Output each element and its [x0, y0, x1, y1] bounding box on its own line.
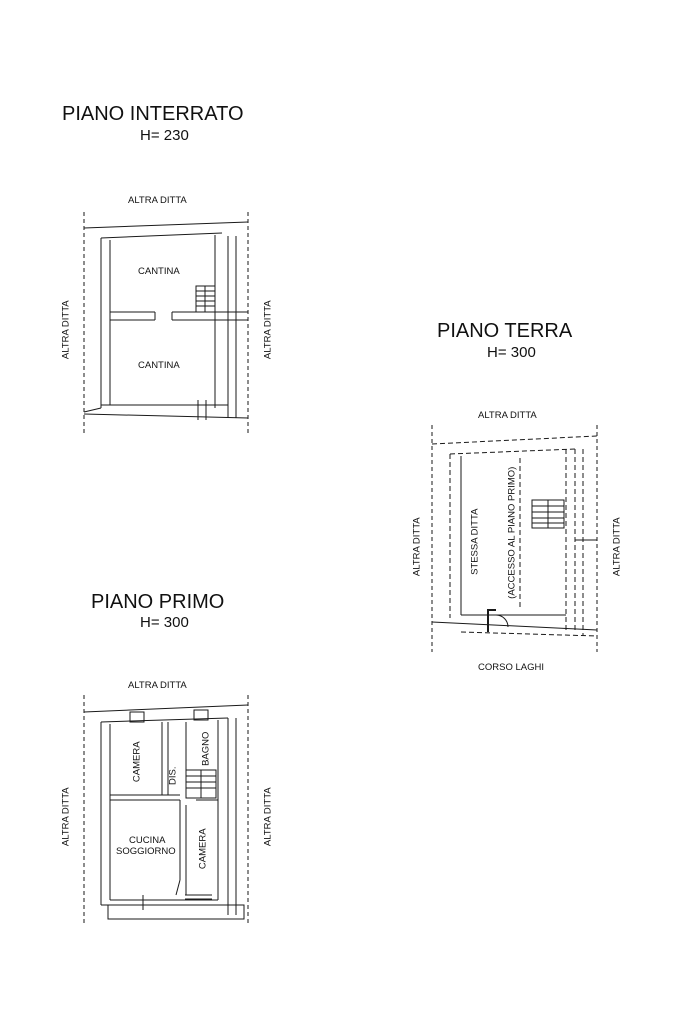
- basement-neighbor-right: ALTRA DITTA: [262, 300, 274, 360]
- basement-room-cantina-bottom: CANTINA: [138, 360, 180, 371]
- first-neighbor-right: ALTRA DITTA: [262, 787, 274, 847]
- ground-neighbor-left: ALTRA DITTA: [411, 517, 423, 577]
- ground-neighbor-top: ALTRA DITTA: [478, 410, 537, 421]
- first-neighbor-top: ALTRA DITTA: [128, 680, 187, 691]
- first-room-camera-top: CAMERA: [131, 741, 143, 783]
- basement-plan: [84, 212, 248, 435]
- first-height: H= 300: [140, 614, 189, 631]
- first-neighbor-left: ALTRA DITTA: [60, 787, 72, 847]
- first-room-dis: DIS.: [167, 766, 179, 785]
- ground-title: PIANO TERRA: [437, 320, 573, 342]
- first-room-cucina: CUCINA: [129, 835, 166, 846]
- first-room-camera-bottom: CAMERA: [197, 828, 209, 870]
- ground-street-label: CORSO LAGHI: [478, 662, 544, 673]
- ground-room-access-note: (ACCESSO AL PIANO PRIMO): [506, 466, 518, 599]
- first-floor-plan: [84, 695, 248, 925]
- basement-height: H= 230: [140, 127, 189, 144]
- first-room-bagno: BAGNO: [200, 731, 212, 766]
- basement-title: PIANO INTERRATO: [62, 103, 244, 125]
- basement-room-cantina-top: CANTINA: [138, 266, 180, 277]
- first-room-soggiorno: SOGGIORNO: [116, 846, 176, 857]
- basement-neighbor-left: ALTRA DITTA: [60, 300, 72, 360]
- ground-room-stessa-ditta: STESSA DITTA: [469, 508, 481, 575]
- basement-neighbor-top: ALTRA DITTA: [128, 195, 187, 206]
- first-title: PIANO PRIMO: [91, 591, 225, 613]
- ground-neighbor-right: ALTRA DITTA: [611, 517, 623, 577]
- ground-height: H= 300: [487, 344, 536, 361]
